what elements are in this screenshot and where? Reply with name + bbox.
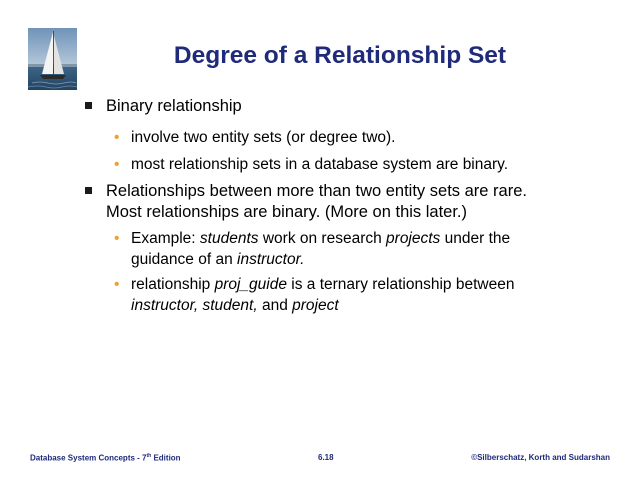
sub-bullet-degree-two — [114, 127, 571, 148]
sub-bullet-proj-guide — [114, 274, 571, 316]
text-run: guidance of an — [131, 251, 238, 268]
text-run: work on research — [258, 230, 387, 247]
sub-bullet-example — [114, 228, 571, 270]
sub-bullet-text: most relationship sets in a database system are binary. — [131, 156, 509, 173]
text-run: under the — [440, 230, 511, 247]
italic-term: students — [199, 230, 259, 247]
italic-term: proj_guide — [214, 276, 287, 293]
sub-bullet-mostly-binary — [114, 154, 571, 175]
round-bullet-icon: • — [114, 276, 120, 293]
footer-text: Edition — [151, 453, 181, 463]
italic-term: instructor. — [237, 251, 305, 268]
text-run: Example: — [131, 230, 200, 247]
bullet-line-2: Most relationships are binary. (More on this later.) — [106, 202, 468, 221]
round-bullet-icon: • — [114, 129, 120, 146]
footer-book-title — [30, 453, 181, 463]
text-run: and — [257, 297, 293, 314]
slide-title: Degree of a Relationship Set — [173, 42, 507, 69]
round-bullet-icon: • — [114, 156, 120, 173]
footer-sup: th — [146, 453, 152, 459]
bullet-line-1: Relationships between more than two entity sets are rare. — [106, 182, 527, 200]
italic-term: projects — [386, 230, 441, 247]
proj-guide-line-2 — [131, 295, 571, 316]
footer-page-number: 6.18 — [318, 453, 334, 462]
bullet-text: Binary relationship — [106, 97, 242, 115]
square-bullet-icon — [85, 102, 92, 109]
example-line-2 — [131, 249, 571, 270]
bullet-binary-relationship — [106, 96, 586, 117]
italic-term: project — [292, 297, 339, 314]
text-run: is a ternary relationship between — [286, 276, 515, 293]
example-line-1 — [131, 228, 571, 249]
italic-term: instructor, student, — [131, 297, 258, 314]
proj-guide-line-1 — [131, 274, 571, 295]
bullet-rare-relationships — [106, 181, 586, 222]
footer-copyright: ©Silberschatz, Korth and Sudarshan — [471, 453, 610, 462]
round-bullet-icon: • — [114, 230, 120, 247]
sub-bullet-text: involve two entity sets (or degree two). — [131, 129, 396, 146]
square-bullet-icon — [85, 187, 92, 194]
footer-text: Database System Concepts - 7 — [30, 453, 147, 463]
text-run: relationship — [131, 276, 215, 293]
